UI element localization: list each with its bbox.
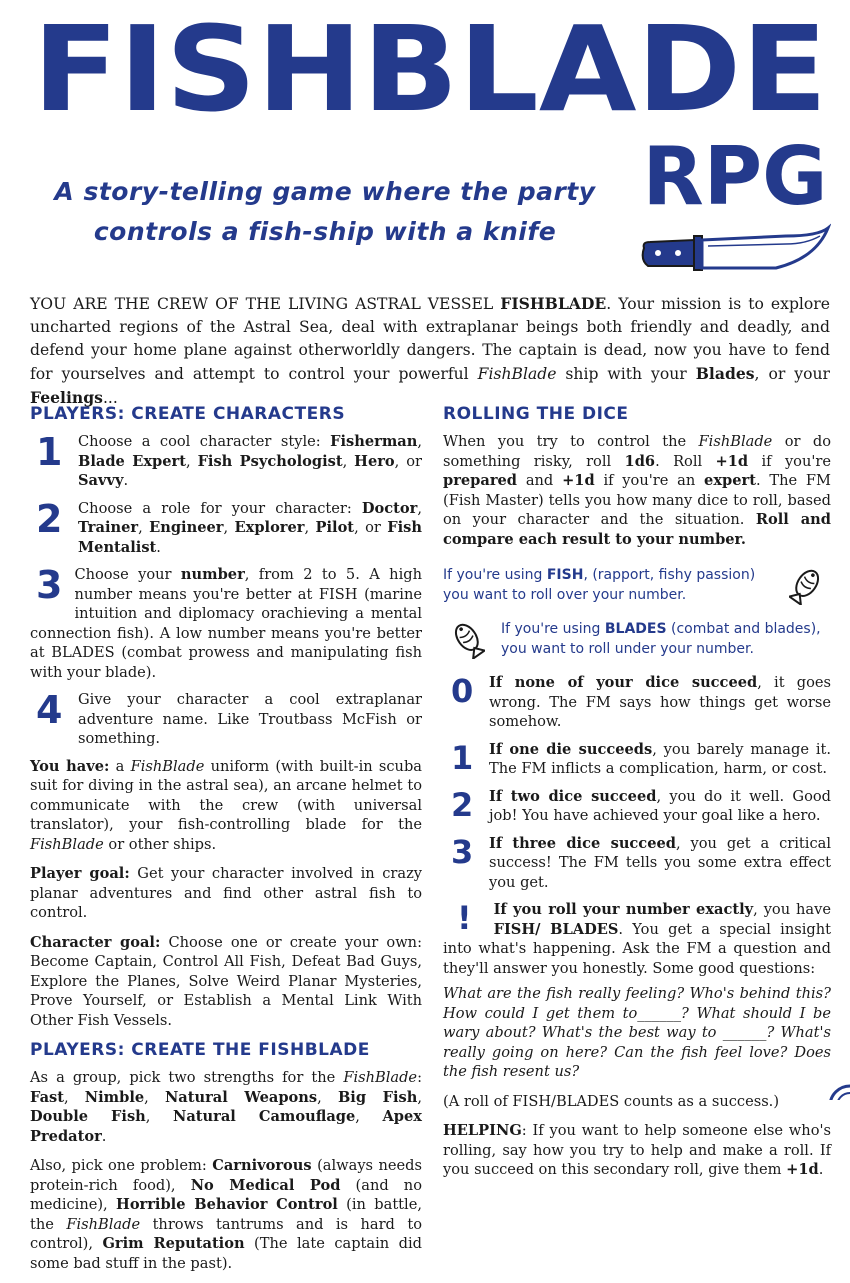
text: : If you want to help someone else who's rolling, say how you try to help and make a roll. If you succeed on this secondary roll, give them bbox=[443, 1122, 831, 1178]
text: +1d bbox=[562, 472, 595, 489]
text: FishBlade bbox=[130, 757, 205, 775]
result-number: ! bbox=[457, 899, 472, 937]
blades-note-text bbox=[501, 619, 831, 659]
text: Choose a cool character style: bbox=[78, 433, 331, 450]
text: If none of your dice succeed bbox=[489, 674, 758, 691]
option: Pilot bbox=[315, 519, 355, 536]
label: You have: bbox=[30, 757, 110, 775]
text: When you try to control the bbox=[443, 433, 699, 450]
option: Savvy bbox=[78, 472, 124, 489]
player-goal-paragraph bbox=[30, 864, 422, 923]
text: As a group, pick two strengths for the bbox=[30, 1069, 344, 1086]
result-text bbox=[489, 673, 831, 732]
step-item bbox=[30, 565, 422, 682]
step-text bbox=[30, 565, 422, 682]
label: HELPING bbox=[443, 1122, 522, 1139]
option: Blade Expert bbox=[78, 452, 186, 470]
text: Roll and compare each result to your number. bbox=[443, 511, 831, 548]
helping-paragraph bbox=[443, 1121, 831, 1180]
step-number: 3 bbox=[36, 563, 63, 607]
text: FishBlade bbox=[343, 1069, 418, 1086]
problem: No Medical Pod bbox=[190, 1176, 341, 1194]
blades-note bbox=[443, 619, 831, 659]
text: , it goes wrong. The FM says how things get worse somehow. bbox=[489, 674, 831, 730]
strength: Big Fish bbox=[337, 1088, 418, 1106]
text: Get your character involved in crazy planar adventures and find other astral fish to control. bbox=[30, 865, 422, 921]
text: If two dice succeed bbox=[489, 787, 657, 805]
text: If you're using bbox=[501, 621, 605, 637]
text: Also, pick one problem: bbox=[30, 1157, 213, 1174]
intro-text: ... bbox=[102, 389, 118, 407]
text: . The FM (Fish Master) tells you how many dice to roll, based on your character and the situation. bbox=[443, 472, 831, 528]
option: Hero bbox=[354, 452, 395, 470]
option: Explorer bbox=[234, 519, 305, 536]
text: prepared bbox=[443, 472, 518, 489]
text: . bbox=[123, 472, 129, 489]
text: +1d bbox=[786, 1161, 819, 1178]
dice-intro bbox=[443, 432, 831, 549]
text: If you're using bbox=[443, 567, 547, 583]
text: uniform (with built-in scuba suit for diving in the astral sea), an arcane helmet to communicate with the crew (with universal translator), your fish-controlling blade for the bbox=[30, 757, 422, 833]
text: . Roll bbox=[655, 452, 716, 470]
you-have-paragraph bbox=[30, 757, 422, 855]
heading-create-fishblade: PLAYERS: CREATE THE FISHBLADE bbox=[30, 1040, 370, 1060]
text: +1d bbox=[715, 452, 749, 470]
fish-icon bbox=[789, 565, 823, 605]
step-item bbox=[30, 432, 422, 491]
text: or other ships. bbox=[103, 835, 217, 853]
text: , bbox=[144, 1088, 165, 1106]
intro-text: . Your mission is to explore uncharted regions of the Astral Sea, deal with extraplanar beings both friendly and deadly, and defend your home plane against otherworldly dangers. The captain is dead, now you have to fend for yourselves and attempt to control your powerful bbox=[30, 295, 830, 383]
strengths-paragraph bbox=[30, 1068, 422, 1146]
result-text bbox=[443, 900, 831, 978]
text: (always needs protein-rich food), bbox=[30, 1157, 422, 1194]
text: a bbox=[109, 757, 131, 775]
rpg-subtitle bbox=[640, 132, 830, 216]
text: (and no medicine), bbox=[30, 1176, 422, 1213]
result-text bbox=[489, 787, 831, 826]
intro-ship-italic: FishBlade bbox=[477, 365, 557, 383]
tagline-line-2: controls a fish-ship with a knife bbox=[93, 217, 557, 246]
text: . bbox=[818, 1161, 824, 1178]
strength: Double Fish bbox=[30, 1108, 146, 1125]
option: number bbox=[180, 566, 245, 583]
text: throws tantrums and is hard to control), bbox=[30, 1215, 422, 1252]
text: if you're bbox=[748, 452, 831, 470]
text: FishBlade bbox=[66, 1215, 141, 1233]
text: , bbox=[355, 1108, 383, 1125]
roll-note: (A roll of FISH/BLADES counts as a success.) bbox=[443, 1092, 780, 1110]
text: , bbox=[63, 1088, 85, 1106]
result-text bbox=[489, 740, 831, 779]
text: , bbox=[417, 1088, 423, 1106]
step-item bbox=[30, 690, 422, 749]
fish-note bbox=[443, 565, 831, 605]
step-text: Give your character a cool extraplanar adventure name. Like Troutbass McFish or something. bbox=[78, 691, 422, 747]
good-questions: What are the fish really feeling? Who's behind this? How could I get them to______? What should I be wary about? What's the best way to ______? What's really going on here? Can the fish feel love? Does the fish resent us? bbox=[443, 985, 831, 1080]
text: Choose one or create your own: Become Captain, Control All Fish, Defeat Bad Guys, Explore the Planes, Solve Weird Planar Mysteries, Prove Yourself, or Establish a Mental Link With Other Fish Vessels. bbox=[30, 933, 422, 1029]
text: , you do it well. Good job! You have achieved your goal like a hero. bbox=[489, 787, 831, 824]
result-item-exact bbox=[443, 900, 831, 978]
text: (combat and blades), you want to roll under your number. bbox=[501, 621, 821, 657]
tagline-line-1: A story-telling game where the party bbox=[54, 177, 596, 206]
option: Fisherman bbox=[330, 433, 418, 450]
result-item bbox=[443, 673, 831, 732]
heading-create-characters: PLAYERS: CREATE CHARACTERS bbox=[30, 404, 346, 424]
title-text: FISHBLADE bbox=[32, 10, 828, 120]
text: , or bbox=[394, 452, 423, 470]
text: . You get a special insight into what's happening. Ask the FM a question and they'll answer you honestly. Some good questions: bbox=[443, 920, 831, 977]
tagline bbox=[30, 172, 620, 252]
text: , bbox=[145, 1108, 173, 1125]
label: Player goal: bbox=[30, 865, 130, 882]
result-number: 2 bbox=[451, 785, 474, 824]
step-number: 4 bbox=[36, 688, 63, 732]
strength: Fast bbox=[30, 1088, 64, 1106]
option: Fish Mentalist bbox=[78, 519, 422, 556]
text: FISH bbox=[546, 567, 584, 583]
text: and bbox=[517, 472, 563, 489]
step-number: 2 bbox=[36, 496, 63, 541]
step-item bbox=[30, 496, 422, 558]
step-text bbox=[78, 499, 422, 558]
intro-text: , or your bbox=[754, 365, 830, 383]
character-goal-paragraph bbox=[30, 933, 422, 1031]
left-column bbox=[30, 400, 422, 1283]
text: FishBlade bbox=[698, 433, 773, 450]
text: Choose a role for your character: bbox=[78, 499, 362, 517]
text: or do something risky, roll bbox=[443, 433, 831, 470]
result-number: 3 bbox=[451, 832, 474, 871]
text: , bbox=[417, 499, 422, 517]
text: , bbox=[223, 519, 235, 536]
result-item bbox=[443, 787, 831, 826]
text: If one die succeeds bbox=[489, 740, 653, 758]
result-text bbox=[489, 834, 831, 893]
strength: Nimble bbox=[84, 1088, 145, 1106]
text: (The late captain did some bad stuff in the past). bbox=[30, 1235, 422, 1272]
text: , (rapport, fishy passion) you want to roll over your number. bbox=[443, 567, 756, 603]
knife-icon bbox=[636, 222, 831, 284]
text: , bbox=[185, 452, 198, 470]
problem: Grim Reputation bbox=[102, 1235, 245, 1252]
page-title bbox=[30, 10, 830, 120]
text: , bbox=[138, 519, 150, 536]
label: Character goal: bbox=[30, 933, 161, 951]
result-item bbox=[443, 834, 831, 893]
strength: Natural Weapons bbox=[164, 1088, 318, 1106]
result-number: 1 bbox=[451, 738, 474, 777]
step-text bbox=[78, 432, 422, 491]
fish-icon bbox=[451, 619, 485, 659]
strength: Natural Camouflage bbox=[173, 1108, 356, 1125]
fish-note-text bbox=[443, 565, 779, 605]
intro-ship-name: FISHBLADE bbox=[500, 294, 607, 313]
page-corner-icon bbox=[826, 1082, 850, 1100]
text: BLADES bbox=[604, 621, 667, 637]
option: Doctor bbox=[361, 499, 418, 517]
text: FishBlade bbox=[30, 835, 104, 853]
intro-feelings: Feelings bbox=[30, 388, 103, 407]
result-number: 0 bbox=[451, 672, 474, 710]
intro-blades: Blades bbox=[695, 364, 755, 383]
option: Engineer bbox=[149, 519, 224, 536]
text: , you get a critical success! The FM tells you some extra effect you get. bbox=[489, 834, 832, 891]
intro-text: ship with your bbox=[556, 365, 696, 383]
step-number: 1 bbox=[36, 430, 63, 474]
text: if you're an bbox=[594, 472, 705, 489]
text: , bbox=[417, 433, 422, 450]
option: Trainer bbox=[78, 519, 139, 536]
title-wordmark bbox=[30, 10, 830, 120]
text: , bbox=[317, 1088, 338, 1106]
intro-lead: YOU ARE THE CREW OF THE LIVING ASTRAL VESSEL bbox=[30, 295, 501, 313]
intro-paragraph bbox=[30, 292, 830, 410]
heading-rolling-dice: ROLLING THE DICE bbox=[443, 404, 629, 424]
text: Choose your bbox=[74, 566, 181, 583]
text: expert bbox=[704, 472, 756, 489]
text: , you barely manage it. The FM inflicts a complication, harm, or cost. bbox=[489, 740, 831, 777]
text: , you have bbox=[753, 901, 831, 918]
text: , from 2 to 5. A high number means you're better at FISH (marine intuition and diplomacy orachieving a mental connection fish). A low number means you're better at BLADES (combat prowess and manipulating fish with your blade). bbox=[30, 566, 422, 681]
result-item bbox=[443, 740, 831, 779]
text: . bbox=[101, 1127, 107, 1145]
text: . bbox=[156, 538, 161, 556]
text: , bbox=[342, 452, 355, 470]
text: If three dice succeed bbox=[489, 834, 676, 852]
strength: Apex Predator bbox=[30, 1108, 422, 1145]
text: 1d6 bbox=[624, 452, 656, 470]
option: Fish Psychologist bbox=[197, 452, 343, 470]
rpg-text: RPG bbox=[642, 132, 828, 212]
text: , or bbox=[354, 519, 388, 536]
text: : bbox=[417, 1069, 422, 1086]
problem: Carnivorous bbox=[212, 1157, 312, 1174]
text: If you roll your number exactly bbox=[493, 901, 754, 918]
problems-paragraph bbox=[30, 1156, 422, 1273]
text: , bbox=[304, 519, 316, 536]
text: (in battle, the bbox=[30, 1196, 422, 1233]
right-column bbox=[443, 400, 831, 1190]
problem: Horrible Behavior Control bbox=[116, 1196, 338, 1213]
text: FISH/ BLADES bbox=[493, 920, 619, 938]
